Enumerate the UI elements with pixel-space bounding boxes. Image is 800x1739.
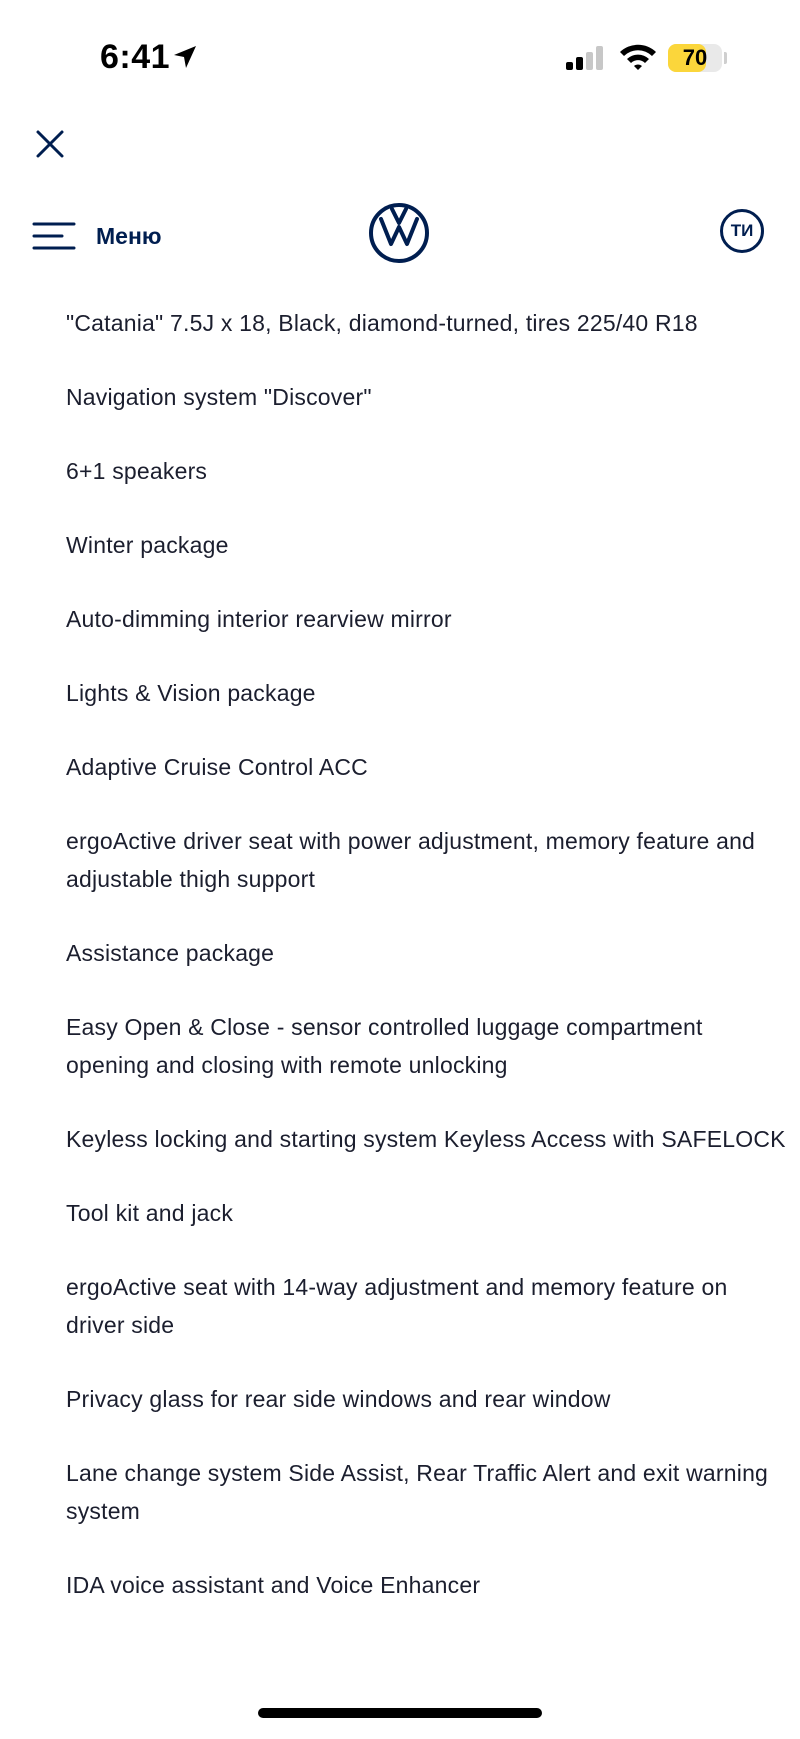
feature-item: Adaptive Cruise Control ACC xyxy=(66,754,368,780)
feature-item: "Catania" 7.5J x 18, Black, diamond-turned, tires 225/40 R18 xyxy=(66,310,698,336)
battery-level: 70 xyxy=(682,45,708,70)
status-time: 6:41 xyxy=(100,38,171,76)
status-bar xyxy=(0,0,800,110)
feature-item: Auto-dimming interior rearview mirror xyxy=(66,606,452,632)
home-indicator[interactable] xyxy=(258,1708,542,1718)
feature-item: Assistance package xyxy=(66,940,275,966)
feature-item: Lane change system Side Assist, Rear Traffic Alert and exit warning system xyxy=(66,1460,769,1524)
cellular-signal-icon xyxy=(566,46,606,72)
vw-logo[interactable] xyxy=(368,202,430,264)
feature-list xyxy=(66,304,786,1640)
feature-item: Keyless locking and starting system Keyless Access with SAFELOCK xyxy=(66,1126,786,1152)
menu-label: Меню xyxy=(96,222,162,249)
wifi-icon xyxy=(618,42,658,72)
feature-item: ergoActive seat with 14-way adjustment and memory feature on driver side xyxy=(66,1274,728,1338)
feature-item: Winter package xyxy=(66,532,229,558)
feature-item: Easy Open & Close - sensor controlled luggage compartment opening and closing with remote unlocking xyxy=(66,1014,703,1078)
avatar[interactable]: ТИ xyxy=(720,209,764,253)
feature-item: Tool kit and jack xyxy=(66,1200,234,1226)
battery-nub xyxy=(724,52,727,64)
hamburger-menu-icon xyxy=(32,220,76,252)
app-header xyxy=(0,190,800,280)
close-icon[interactable] xyxy=(30,124,70,164)
feature-item: ergoActive driver seat with power adjustment, memory feature and adjustable thigh support xyxy=(66,828,756,892)
location-arrow-icon xyxy=(172,44,198,70)
menu-button[interactable] xyxy=(32,216,162,256)
feature-item: IDA voice assistant and Voice Enhancer xyxy=(66,1572,481,1598)
feature-item: Privacy glass for rear side windows and rear window xyxy=(66,1386,611,1412)
feature-item: Navigation system "Discover" xyxy=(66,384,372,410)
feature-item: 6+1 speakers xyxy=(66,458,208,484)
feature-item: Lights & Vision package xyxy=(66,680,316,706)
battery-icon xyxy=(668,44,722,72)
